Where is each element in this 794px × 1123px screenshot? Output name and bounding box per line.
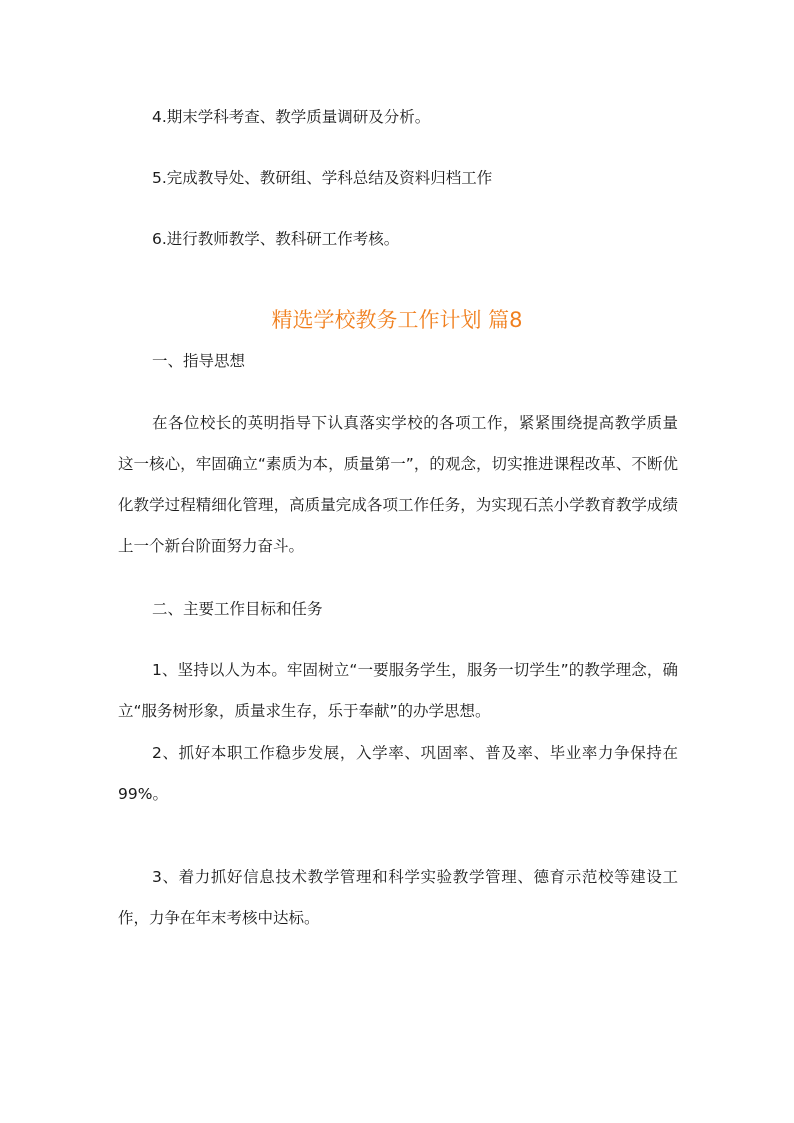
paragraph-guiding-thought: 在各位校长的英明指导下认真落实学校的各项工作，紧紧围绕提高教学质量这一核心，牢固确立“素质为本，质量第一”，的观念，切实推进课程改革、不断优化教学过程精细化管理，高质量完成各项工作任务，为实现石羔小学教育教学成绩上一个新台阶面努力奋斗。: [118, 414, 678, 555]
heading-guiding-thought: 一、指导思想: [152, 352, 246, 370]
list-item-5: 5.完成教导处、教研组、学科总结及资料归档工作: [152, 169, 493, 187]
section-title: 精选学校教务工作计划 篇8: [271, 308, 523, 333]
list-item-6: 6.进行教师教学、教科研工作考核。: [152, 230, 400, 248]
goal-item-2: 2、抓好本职工作稳步发展，入学率、巩固率、普及率、毕业率力争保持在99%。: [118, 744, 678, 803]
heading-main-goals: 二、主要工作目标和任务: [152, 600, 323, 618]
list-item-4: 4.期末学科考查、教学质量调研及分析。: [152, 108, 431, 126]
goal-item-3: 3、着力抓好信息技术教学管理和科学实验教学管理、德育示范校等建设工作，力争在年末考核中达标。: [118, 868, 678, 927]
goal-item-1: 1、坚持以人为本。牢固树立“一要服务学生，服务一切学生”的教学理念，确立“服务树形象，质量求生存，乐于奉献”的办学思想。: [118, 661, 678, 720]
